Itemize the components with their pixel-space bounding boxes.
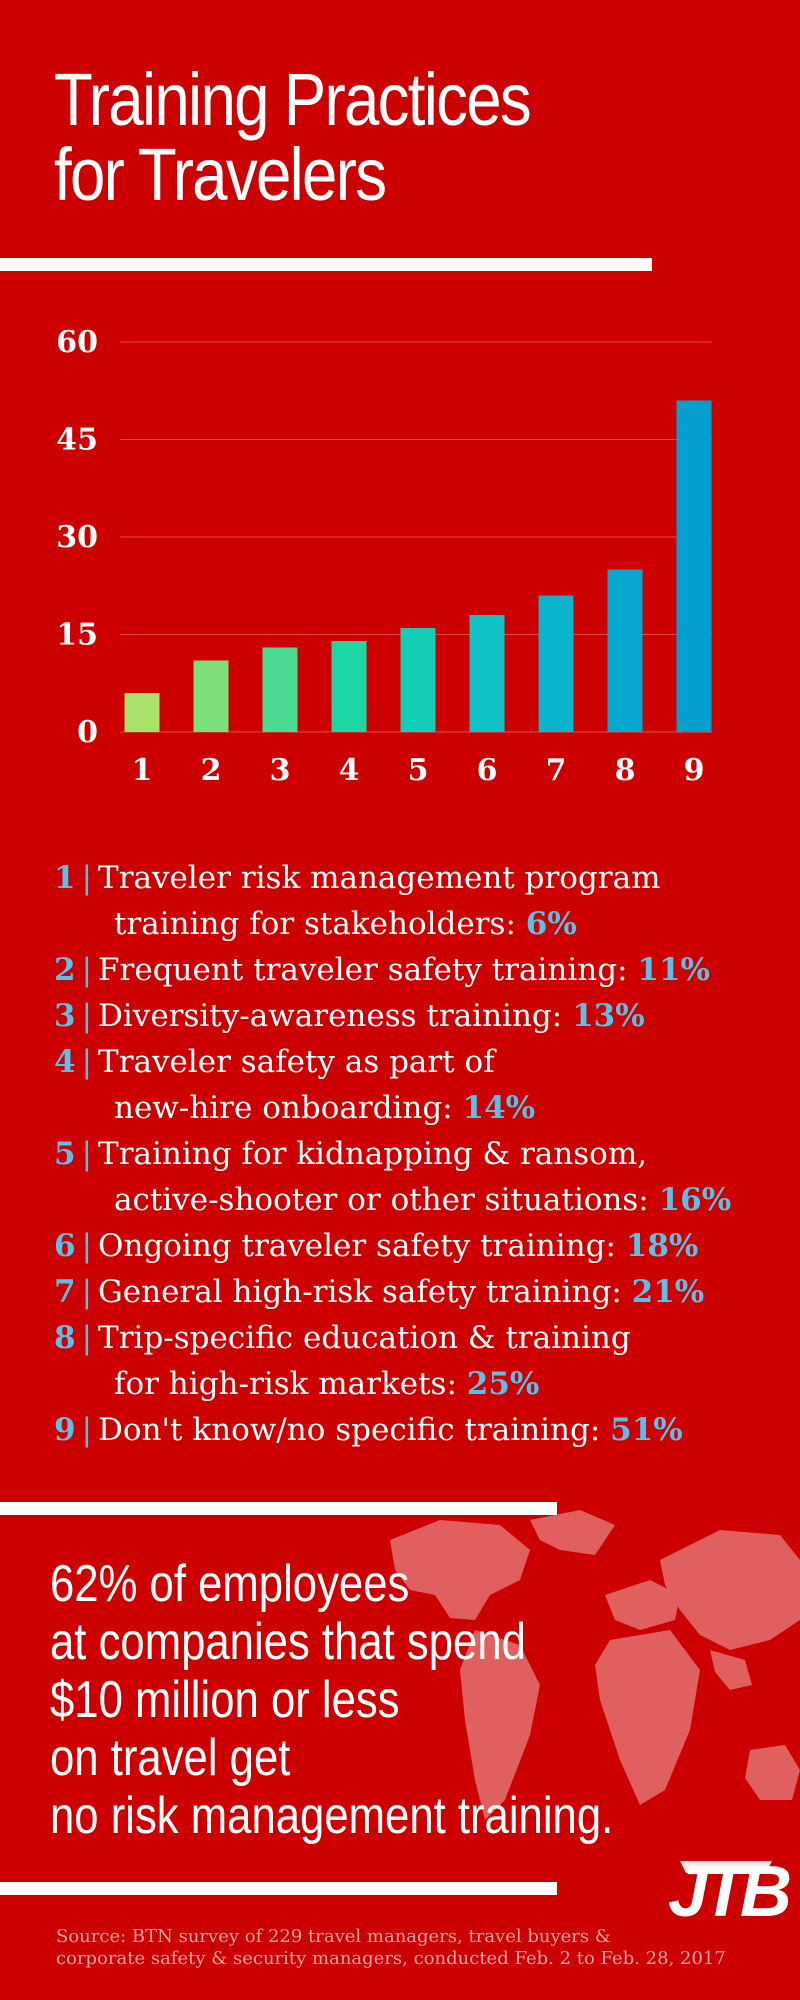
stat-line-5: no risk management training. [50,1787,614,1845]
legend-label: Frequent traveler safety training: [98,952,638,988]
bar-4 [332,641,367,732]
legend-item-5 [54,1131,794,1223]
legend-item-1 [54,855,794,947]
legend-item-3 [54,993,794,1039]
legend-separator: | [81,998,93,1034]
legend-separator: | [81,952,93,988]
legend-separator: | [81,1136,93,1172]
y-tick-label-15: 15 [56,617,98,653]
legend-label-continued: training for stakeholders: 6% [114,906,577,942]
legend-percent: 25% [466,1366,540,1402]
stat-line-3: $10 million or less [50,1671,400,1729]
source-line-1: Source: BTN survey of 229 travel managers, travel buyers & [56,1926,611,1947]
bar-9 [677,401,712,733]
legend-number: 1 [54,860,76,896]
legend-separator: | [81,1412,93,1448]
source-line-2: corporate safety & security managers, conducted Feb. 2 to Feb. 28, 2017 [56,1948,726,1969]
legend-label: Training for kidnapping & ransom, [98,1136,648,1172]
legend-label-continued: new-hire onboarding: 14% [114,1090,536,1126]
legend-percent: 6% [525,906,577,942]
stat-line-1: 62% of employees [50,1555,410,1613]
y-tick-label-45: 45 [56,422,98,458]
x-tick-label-2: 2 [200,753,222,788]
legend-number: 8 [54,1320,76,1356]
x-tick-label-7: 7 [545,753,567,788]
legend-label: Diversity-awareness training: [98,998,573,1034]
jtb-logo: JTB [668,1852,787,1932]
legend-percent: 51% [610,1412,683,1448]
legend-item-2 [54,947,794,993]
bar-chart [0,300,800,800]
bar-3 [263,648,298,733]
bar-1 [125,693,160,732]
bar-2 [194,661,229,733]
legend-percent: 18% [625,1228,699,1264]
legend-item-6 [54,1223,794,1269]
legend-number: 2 [54,952,76,988]
legend-percent: 21% [631,1274,705,1310]
bar-7 [539,596,574,733]
legend-number: 6 [54,1228,76,1264]
title-line-1: Training Practices [54,58,530,141]
legend-label: Traveler safety as part of [98,1044,495,1080]
source-note [56,1926,726,1970]
legend-percent: 13% [572,998,645,1034]
x-tick-label-3: 3 [269,753,291,788]
y-tick-label-30: 30 [56,520,98,555]
y-tick-label-60: 60 [56,325,98,360]
legend-percent: 16% [658,1182,732,1218]
legend-number: 3 [54,998,76,1034]
legend-percent: 14% [462,1090,536,1126]
stat-line-4: on travel get [50,1729,291,1787]
stat-divider-bottom [0,1882,557,1895]
legend-number: 5 [54,1136,76,1172]
legend-label-continued: active-shooter or other situations: 16% [114,1182,732,1218]
x-tick-label-9: 9 [683,753,705,788]
bar-5 [401,628,436,732]
title-line-2: for Travelers [54,133,386,216]
legend-item-8 [54,1315,794,1407]
key-statistic [50,1555,613,1845]
page-title [54,58,530,216]
y-tick-label-0: 0 [77,715,98,750]
legend-separator: | [81,1320,93,1356]
legend-item-9 [54,1407,794,1453]
legend-number: 7 [54,1274,76,1310]
legend-item-4 [54,1039,794,1131]
legend-separator: | [81,1228,93,1264]
legend-separator: | [81,1274,93,1310]
legend-label-continued: for high-risk markets: 25% [114,1366,540,1402]
x-tick-label-1: 1 [131,753,153,788]
x-tick-label-4: 4 [338,753,360,788]
legend-label: Trip-specific education & training [98,1320,631,1356]
bar-6 [470,615,505,732]
bar-8 [608,570,643,733]
legend-item-7 [54,1269,794,1315]
legend-number: 4 [54,1044,76,1080]
legend-separator: | [81,860,93,896]
x-tick-label-6: 6 [476,753,498,788]
x-tick-label-8: 8 [614,753,636,788]
legend-label: Traveler risk management program [98,860,661,896]
legend-percent: 11% [637,952,710,988]
x-tick-label-5: 5 [407,753,429,788]
title-divider [0,258,652,271]
legend-separator: | [81,1044,93,1080]
legend-label: Don't know/no specific training: [98,1412,611,1448]
legend-label: General high-risk safety training: [98,1274,632,1310]
legend-label: Ongoing traveler safety training: [98,1228,626,1264]
stat-line-2: at companies that spend [50,1613,526,1671]
legend-list [54,855,794,1453]
legend-number: 9 [54,1412,76,1448]
